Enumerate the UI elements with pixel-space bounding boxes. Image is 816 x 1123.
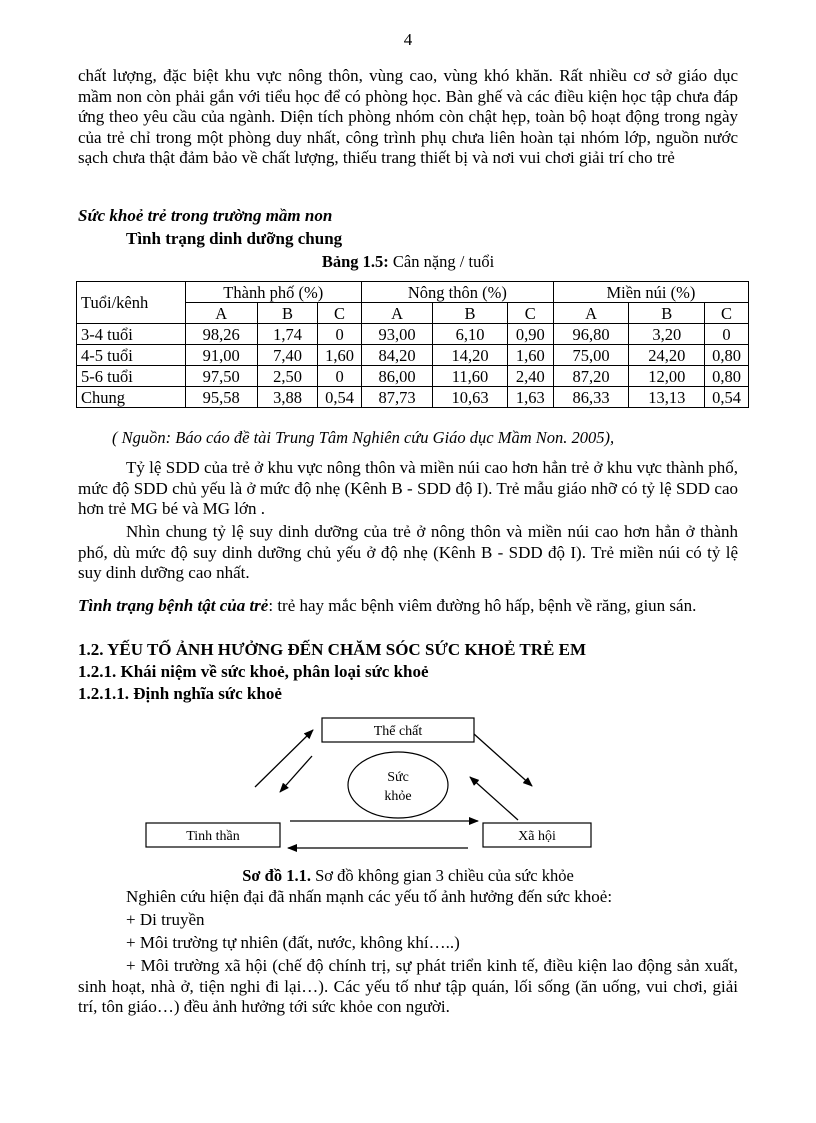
table-cell: 1,60 (507, 345, 553, 366)
table-subheader: B (433, 303, 508, 324)
table-subheader: C (318, 303, 362, 324)
table-group-header: Thành phố (%) (185, 282, 361, 303)
table-cell: 86,00 (361, 366, 432, 387)
arrow-mental-to-physical (255, 730, 313, 787)
arrow-physical-to-social (474, 734, 532, 786)
table-subheader: C (507, 303, 553, 324)
heading-1-2-1: 1.2.1. Khái niệm về sức khoẻ, phân loại sức khoẻ (78, 662, 429, 681)
table-cell: 3,20 (629, 324, 705, 345)
page-number: 4 (403, 30, 413, 49)
nutrition-heading: Tình trạng dinh dưỡng chung (126, 229, 343, 248)
table-cell: 75,00 (553, 345, 629, 366)
table-group-header: Miền núi (%) (553, 282, 748, 303)
weight-for-age-table (76, 281, 749, 408)
table-cell: 0,80 (705, 345, 749, 366)
table-cell: 87,73 (361, 387, 432, 408)
illness-label: Tình trạng bệnh tật của trẻ (78, 596, 269, 615)
table-subheader: C (705, 303, 749, 324)
diagram-caption-text: Sơ đồ không gian 3 chiều của sức khỏe (315, 866, 574, 885)
table-header-row (77, 282, 749, 303)
table-cell: 98,26 (185, 324, 257, 345)
table-cell: 1,60 (318, 345, 362, 366)
table-cell: 91,00 (185, 345, 257, 366)
factor-nature: + Môi trường tự nhiên (đất, nước, không khí…..) (126, 933, 460, 952)
intro-paragraph: chất lượng, đặc biệt khu vực nông thôn, vùng cao, vùng khó khăn. Rất nhiều cơ sở giáo dục mầm non còn phải gắn với tiểu học để có phòng học. Bàn ghế và các điều kiện học tập chưa đáp ứng theo yêu cầu của ngành. Diện tích phòng nhóm còn chật hẹp, toàn bộ hoạt động trong ngày của trẻ chỉ trong một phòng duy nhất, công trình phụ chưa liên hoàn tại nhóm lớp, nguồn nước sạch chưa thật đảm bảo về chất lượng, thiếu trang thiết bị và nơi vui chơi giải trí cho trẻ (78, 66, 738, 167)
health-ellipse (348, 752, 448, 818)
table-cell: 11,60 (433, 366, 508, 387)
mental-box-label: Tinh thần (186, 829, 240, 844)
table-cell: 1,74 (257, 324, 317, 345)
table-cell: 2,40 (507, 366, 553, 387)
table-subheader: B (629, 303, 705, 324)
paragraph-sdd: Tỷ lệ SDD của trẻ ở khu vực nông thôn và miền núi cao hơn hẳn trẻ ở khu vực thành phố, mức độ SDD chủ yếu là ở mức độ nhẹ (Kênh B - SDD độ I). Trẻ mẫu giáo nhỡ có tỷ lệ SDD cao hơn trẻ MG bé và MG lớn . (78, 458, 738, 518)
table-subheader: A (361, 303, 432, 324)
table-cell: 95,58 (185, 387, 257, 408)
arrow-social-to-physical (470, 777, 518, 820)
table-subheader: B (257, 303, 317, 324)
table-source-note: ( Nguồn: Báo cáo đề tài Trung Tâm Nghiên cứu Giáo dục Mầm Non. 2005), (112, 428, 615, 447)
table-cell: 93,00 (361, 324, 432, 345)
table-cell: 12,00 (629, 366, 705, 387)
table-cell: 0 (318, 324, 362, 345)
table-cell: 1,63 (507, 387, 553, 408)
table-cell: 10,63 (433, 387, 508, 408)
table-row-label: Chung (77, 387, 186, 408)
table-subheader: A (553, 303, 629, 324)
health-label-line1: Sức (387, 770, 409, 785)
illness-text: : trẻ hay mắc bệnh viêm đường hô hấp, bệnh về răng, giun sán. (268, 596, 697, 615)
table-row-label: 3-4 tuổi (77, 324, 186, 345)
factor-genetics: + Di truyền (126, 910, 205, 929)
diagram-caption-label: Sơ đồ 1.1. (242, 866, 311, 885)
diagram-caption (0, 866, 816, 886)
table-cell: 7,40 (257, 345, 317, 366)
health-dimensions-diagram (140, 712, 600, 862)
table-cell: 97,50 (185, 366, 257, 387)
table-cell: 0,54 (318, 387, 362, 408)
table-cell: 96,80 (553, 324, 629, 345)
section-italic-heading: Sức khoẻ trẻ trong trường mầm non (78, 206, 333, 225)
table-cell: 0,54 (705, 387, 749, 408)
research-intro: Nghiên cứu hiện đại đã nhấn mạnh các yếu tố ảnh hưởng đến sức khoẻ: (126, 887, 613, 906)
illness-paragraph (78, 596, 738, 617)
table-caption-text: Cân nặng / tuổi (392, 252, 495, 271)
health-label-line2: khỏe (384, 789, 412, 804)
table-caption-label: Bảng 1.5: (321, 252, 389, 271)
table-cell: 0,90 (507, 324, 553, 345)
table-cell: 0 (318, 366, 362, 387)
table-cell: 14,20 (433, 345, 508, 366)
table-row (77, 324, 749, 345)
heading-1-2: 1.2. YẾU TỐ ẢNH HƯỞNG ĐẾN CHĂM SÓC SỨC KHOẺ TRẺ EM (78, 640, 586, 659)
table-subheader: A (185, 303, 257, 324)
table-group-header: Nông thôn (%) (361, 282, 553, 303)
table-caption (0, 252, 816, 272)
table-cell: 2,50 (257, 366, 317, 387)
table-corner-header: Tuổi/kênh (77, 282, 186, 324)
table-cell: 3,88 (257, 387, 317, 408)
table-cell: 13,13 (629, 387, 705, 408)
table-row (77, 345, 749, 366)
table-cell: 84,20 (361, 345, 432, 366)
table-row-label: 4-5 tuổi (77, 345, 186, 366)
paragraph-overview: Nhìn chung tỷ lệ suy dinh dưỡng của trẻ ở nông thôn và miền núi cao hơn hẳn ở thành phố, dù mức độ suy dinh dưỡng chủ yếu ở độ nhẹ (Kênh B - SDD độ I). Trẻ miền núi có tỷ lệ suy dinh dưỡng cao nhất. (78, 522, 738, 582)
table-cell: 0 (705, 324, 749, 345)
table-cell: 86,33 (553, 387, 629, 408)
social-box-label: Xã hội (518, 829, 556, 844)
physical-box-label: Thể chất (373, 724, 423, 739)
factor-social: + Môi trường xã hội (chế độ chính trị, sự phát triển kinh tế, điều kiện lao động sản xuất, sinh hoạt, nhà ở, tiện nghi đi lại…). Các yếu tố như tập quán, lối sống (ăn uống, vui chơi, giải trí, tôn giáo…) đều ảnh hưởng tới sức khỏe con người. (78, 956, 738, 1016)
heading-1-2-1-1: 1.2.1.1. Định nghĩa sức khoẻ (78, 684, 282, 703)
table-cell: 24,20 (629, 345, 705, 366)
table-cell: 87,20 (553, 366, 629, 387)
table-cell: 0,80 (705, 366, 749, 387)
table-cell: 6,10 (433, 324, 508, 345)
table-row (77, 366, 749, 387)
arrow-physical-to-mental (280, 756, 312, 792)
table-row (77, 387, 749, 408)
table-row-label: 5-6 tuổi (77, 366, 186, 387)
